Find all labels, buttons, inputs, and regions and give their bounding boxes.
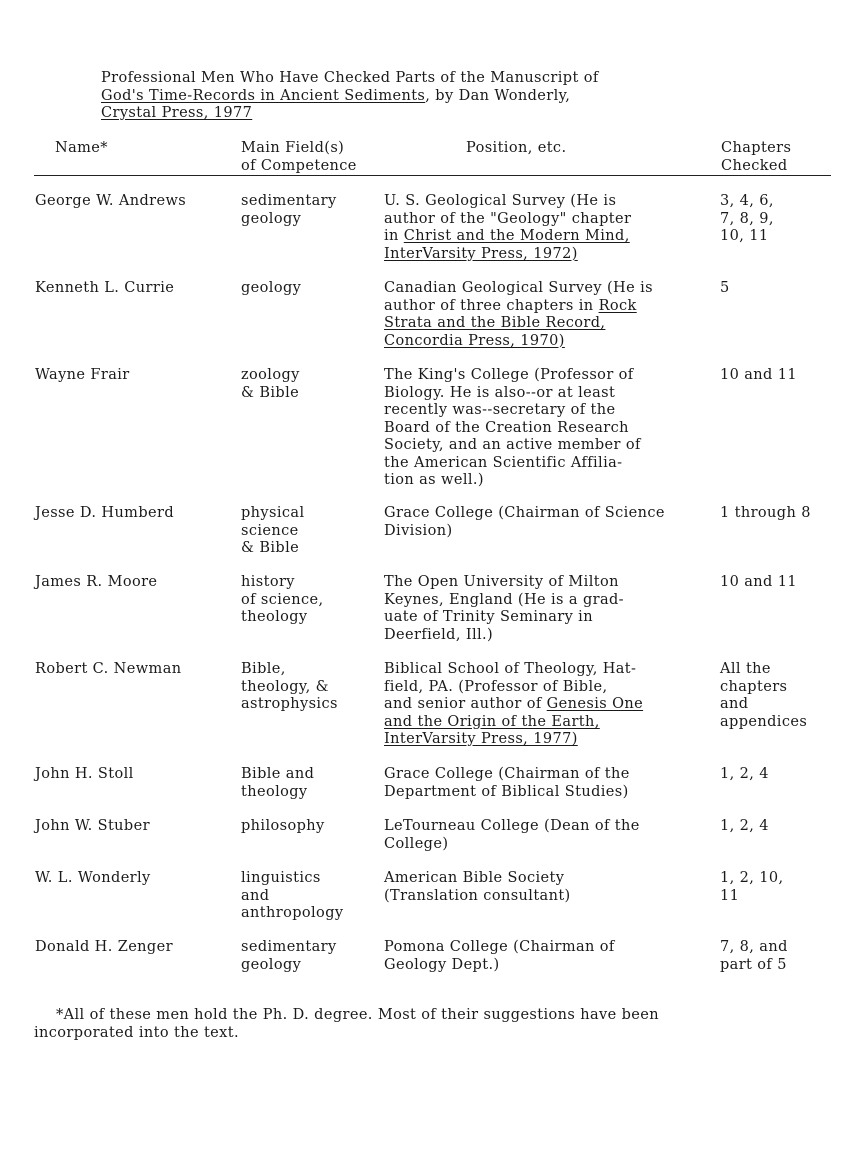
chapters-checked-line: All the [720,661,771,677]
column-header-name: Name* [55,140,108,156]
chapters-checked [720,870,840,905]
chapters-checked-line: 3, 4, 6, [720,193,774,209]
chapters-checked-line: 10 and 11 [720,367,797,383]
field-of-competence-line: geology [241,956,302,973]
chapters-checked-line: 1, 2, 4 [720,766,769,782]
heading-line-2 [101,88,721,106]
position-text-line: tion as well.) [384,472,484,488]
chapters-checked [720,939,840,974]
position-text-line: the American Scientific Affilia- [384,454,623,471]
position-text [384,818,709,853]
field-of-competence-line: zoology [241,367,300,383]
field-of-competence [241,280,381,298]
field-of-competence-line: & Bible [241,384,300,401]
heading-line-3: Crystal Press, 1977 [101,105,253,121]
chapters-checked-line: and [720,696,749,712]
position-text-line: Board of the Creation Research [384,419,629,436]
field-of-competence-line: of science, [241,591,324,608]
position-text-line: Division) [384,522,453,539]
reviewer-name: Donald H. Zenger [35,939,173,955]
field-of-competence-line: history [241,574,295,590]
field-of-competence [241,661,381,714]
field-of-competence [241,367,381,402]
chapters-checked-line: 7, 8, 9, [720,210,774,227]
column-header-field-line-1: Main Field(s) [241,140,345,156]
position-text-line: recently was--secretary of the [384,402,616,418]
chapters-checked-line: appendices [720,713,808,730]
field-of-competence-line: philosophy [241,818,325,834]
position-text-line: Biblical School of Theology, Hat- [384,661,637,677]
reviewer-name: Robert C. Newman [35,661,182,677]
document-heading [101,70,721,123]
chapters-checked-line: chapters [720,678,788,695]
field-of-competence-line: geology [241,210,302,227]
position-text-line: Deerfield, Ill.) [384,626,494,643]
field-of-competence-line: physical [241,505,305,521]
field-of-competence [241,766,381,801]
field-of-competence-line: Bible and [241,766,315,782]
chapters-checked-line: 11 [720,887,740,904]
position-text [384,574,709,644]
position-text-line: LeTourneau College (Dean of the [384,818,640,834]
chapters-checked-line: part of 5 [720,956,787,973]
header-rule [34,175,831,176]
chapters-checked-line: 1 through 8 [720,505,811,521]
position-text-line: Geology Dept.) [384,956,500,973]
position-text-line: The Open University of Milton [384,574,619,590]
field-of-competence-line: science [241,522,299,539]
chapters-checked [720,367,840,385]
chapters-checked-line: 10, 11 [720,228,769,244]
field-of-competence-line: & Bible [241,540,300,556]
position-text [384,367,709,490]
reviewer-name: W. L. Wonderly [35,870,151,886]
field-of-competence-line: sedimentary [241,939,337,955]
position-text-line: InterVarsity Press, 1977) [384,731,578,747]
chapters-checked [720,818,840,836]
position-text-line: Strata and the Bible Record, [384,315,606,331]
position-text [384,505,709,540]
field-of-competence [241,193,381,228]
position-text-line: in Christ and the Modern Mind, [384,228,630,244]
position-text-line: Keynes, England (He is a grad- [384,591,624,608]
position-text-line: Pomona College (Chairman of [384,939,615,955]
position-text-line: author of the "Geology" chapter [384,210,632,227]
field-of-competence-line: theology, & [241,678,329,695]
author-credit: , by Dan Wonderly, [425,87,571,104]
column-header-field-line-2: of Competence [241,157,357,174]
footnote-line-2: incorporated into the text. [34,1024,239,1041]
book-title: God's Time-Records in Ancient Sediments [101,87,426,104]
field-of-competence [241,574,381,627]
chapters-checked [720,574,840,592]
position-text-line: Biology. He is also--or at least [384,384,616,401]
column-header-chapters [721,140,791,175]
column-header-position: Position, etc. [466,140,567,156]
position-text [384,939,709,974]
position-text-line: American Bible Society [384,870,565,886]
field-of-competence-line: theology [241,783,308,800]
column-header-chapters-line-2: Checked [721,157,788,174]
chapters-checked-line: 1, 2, 4 [720,818,769,834]
reviewer-name: John W. Stuber [35,818,150,834]
position-text-line: Grace College (Chairman of the [384,766,630,782]
position-text-line: field, PA. (Professor of Bible, [384,678,608,695]
column-header-chapters-line-1: Chapters [721,140,792,156]
position-text-line: and senior author of Genesis One [384,696,644,712]
position-text-line: U. S. Geological Survey (He is [384,193,617,209]
chapters-checked-line: 5 [720,280,730,296]
position-text-line: Concordia Press, 1970) [384,332,565,349]
position-text-line: uate of Trinity Seminary in [384,609,593,625]
reviewer-name: George W. Andrews [35,193,187,209]
field-of-competence [241,818,381,836]
field-of-competence-line: astrophysics [241,696,338,712]
chapters-checked-line: 7, 8, and [720,939,788,955]
reviewer-name: Kenneth L. Currie [35,280,175,296]
position-text [384,766,709,801]
footnote [34,1007,774,1042]
chapters-checked-line: 1, 2, 10, [720,870,784,886]
field-of-competence-line: theology [241,609,308,625]
field-of-competence-line: and [241,887,270,904]
position-text-line: InterVarsity Press, 1972) [384,245,578,262]
column-header-field [241,140,357,175]
position-text-line: and the Origin of the Earth, [384,713,600,730]
field-of-competence-line: sedimentary [241,193,337,209]
chapters-checked-line: 10 and 11 [720,574,797,590]
field-of-competence-line: linguistics [241,870,321,886]
position-text [384,280,709,350]
field-of-competence-line: geology [241,280,302,296]
heading-line-1: Professional Men Who Have Checked Parts of the Manuscript of [101,70,599,86]
position-text-line: College) [384,835,449,852]
position-text [384,870,709,905]
position-text-line: Department of Biblical Studies) [384,783,629,800]
position-text-line: Canadian Geological Survey (He is [384,280,653,296]
reviewer-name: Jesse D. Humberd [35,505,175,521]
position-text [384,661,709,749]
reviewer-name: James R. Moore [35,574,158,590]
position-text-line: Grace College (Chairman of Science [384,505,665,521]
position-text-line: Society, and an active member of [384,437,641,453]
field-of-competence-line: anthropology [241,905,344,921]
chapters-checked [720,766,840,784]
field-of-competence [241,939,381,974]
position-text [384,193,709,263]
field-of-competence-line: Bible, [241,661,286,677]
field-of-competence [241,505,381,558]
position-text-line: (Translation consultant) [384,887,571,904]
footnote-line-1: *All of these men hold the Ph. D. degree. Most of their suggestions have been [56,1007,659,1023]
field-of-competence [241,870,381,923]
chapters-checked [720,280,840,298]
reviewer-name: John H. Stoll [35,766,134,782]
chapters-checked [720,505,840,523]
position-text-line: The King's College (Professor of [384,367,634,383]
chapters-checked [720,193,840,246]
position-text-line: author of three chapters in Rock [384,297,637,314]
chapters-checked [720,661,840,731]
reviewer-name: Wayne Frair [35,367,130,383]
